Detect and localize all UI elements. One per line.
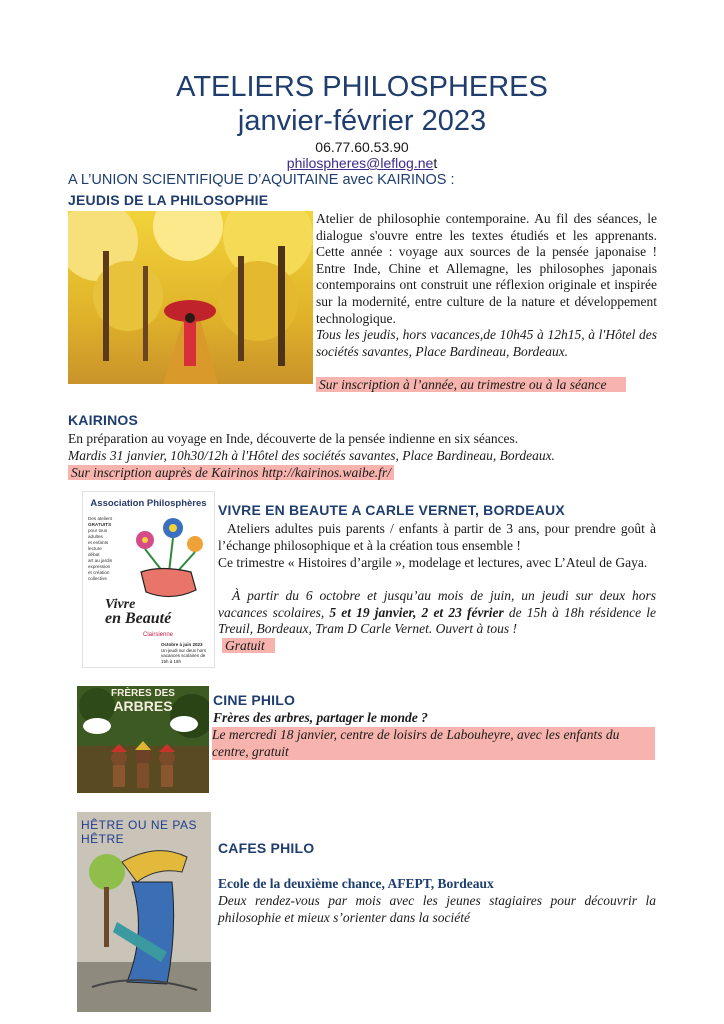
vivre-description-2: Ce trimestre « Histoires d’argile », modelage et lectures, avec L’Ateul de Gaya. (218, 555, 648, 570)
cine-heading: CINE PHILO (213, 692, 296, 708)
cafes-heading: CAFES PHILO (218, 840, 315, 856)
phone-number: 06.77.60.53.90 (315, 139, 409, 155)
poster-assoc: Association Philosphères (90, 498, 207, 509)
poster-title-2: en Beauté (105, 610, 172, 627)
kairinos-inscription (68, 465, 394, 482)
page-title: ATELIERS PHILOSPHERES (176, 71, 548, 103)
graffiti-text: HÊTRE OU NE PAS HÊTRE (81, 818, 197, 846)
cafes-venue: Ecole de la deuxième chance, AFEPT, Bordeaux (218, 876, 494, 891)
union-line: A L’UNION SCIENTIFIQUE D’AQUITAINE avec KAIRINOS : (68, 172, 455, 188)
poster-org: Clairsienne (143, 632, 174, 638)
flower-hand-drawing (121, 510, 209, 602)
page-subtitle: janvier-février 2023 (237, 105, 487, 137)
hetre-graffiti-photo (77, 812, 211, 1012)
cine-info: Le mercredi 18 janvier, centre de loisirs de Labouheyre, avec les enfants du centre, gratuit (212, 727, 655, 760)
jeudis-schedule: Tous les jeudis, hors vacances,de 10h45 à 12h15, à l'Hôtel des sociétés savantes, Place Bardineau, Bordeaux. (316, 327, 657, 359)
vivre-heading: VIVRE EN BEAUTE A CARLE VERNET, BORDEAUX (218, 502, 565, 518)
jeudis-description: Atelier de philosophie contemporaine. Au fil des séances, le dialogue s'ouvre entre les textes étudiés et les apprenants. Cette année : voyage aux sources de la pensée japonaise ! Entre Inde, Chine et Allemagne, les philosophes japonais contemporains ont construit une réflexion originale et inspirée sur la modernité, entre culture de la nature et développement technologique. (316, 211, 657, 326)
vivre-price (222, 638, 275, 655)
email-link[interactable]: philospheres@leflog.ne (286, 155, 434, 171)
cine-film: Frères des arbres, partager le monde ? (213, 710, 428, 725)
email-line (0, 155, 724, 171)
freres-des-arbres-poster (77, 686, 209, 793)
vivre-en-beaute-poster (82, 491, 215, 668)
vivre-dates: 5 et 19 janvier, 2 et 23 février (329, 604, 504, 620)
poster-title-1: Vivre (105, 597, 136, 612)
kairinos-schedule: Mardis 31 janvier, 10h30/12h à l'Hôtel des sociétés savantes, Place Bardineau, Bordeaux. (68, 448, 555, 463)
vivre-description: Ateliers adultes puis parents / enfants à partir de 3 ans, pour prendre goût à l’échange philosophique et à la création tous ensemble ! (218, 521, 656, 553)
vivre-price-badge: Gratuit (222, 638, 275, 653)
ginkgo-photo (68, 211, 313, 384)
jeudis-inscription (316, 377, 626, 394)
email-tail: t (433, 155, 438, 171)
kairinos-heading: KAIRINOS (68, 412, 139, 428)
kairinos-inscription-link[interactable]: Sur inscription auprès de Kairinos http://kairinos.waibe.fr/ (68, 465, 394, 480)
jeudis-heading: JEUDIS DE LA PHILOSOPHIE (68, 192, 269, 208)
cafes-description: Deux rendez-vous par mois avec les jeunes stagiaires pour découvrir la philosophie et mieux s’orienter dans la société (218, 893, 656, 925)
kairinos-description: En préparation au voyage en Inde, découverte de la pensée indienne en six séances. (68, 431, 519, 446)
poster-side-text: Des ateliers GRATUITS pour tous adultes et enfants lecture débat art au jardin expression et création collective (88, 516, 113, 581)
jeudis-inscription-text: Sur inscription à l’année, au trimestre ou à la séance (316, 377, 626, 392)
poster-dates: Octobre à juin 2023 Un jeudi sur deux hors vacances scolaires de 15h à 18h (161, 642, 207, 664)
poster-freres-title: FRÈRES DES ARBRES (111, 688, 175, 714)
vivre-schedule: À partir du 6 octobre et jusqu’au mois de juin, un jeudi sur deux hors vacances scolaires, 5 et 19 janvier, 2 et 23 février de 15h à 18h résidence le Treuil, Bordeaux, Tram D Carle Vernet. Ouvert à tous ! (218, 588, 657, 637)
